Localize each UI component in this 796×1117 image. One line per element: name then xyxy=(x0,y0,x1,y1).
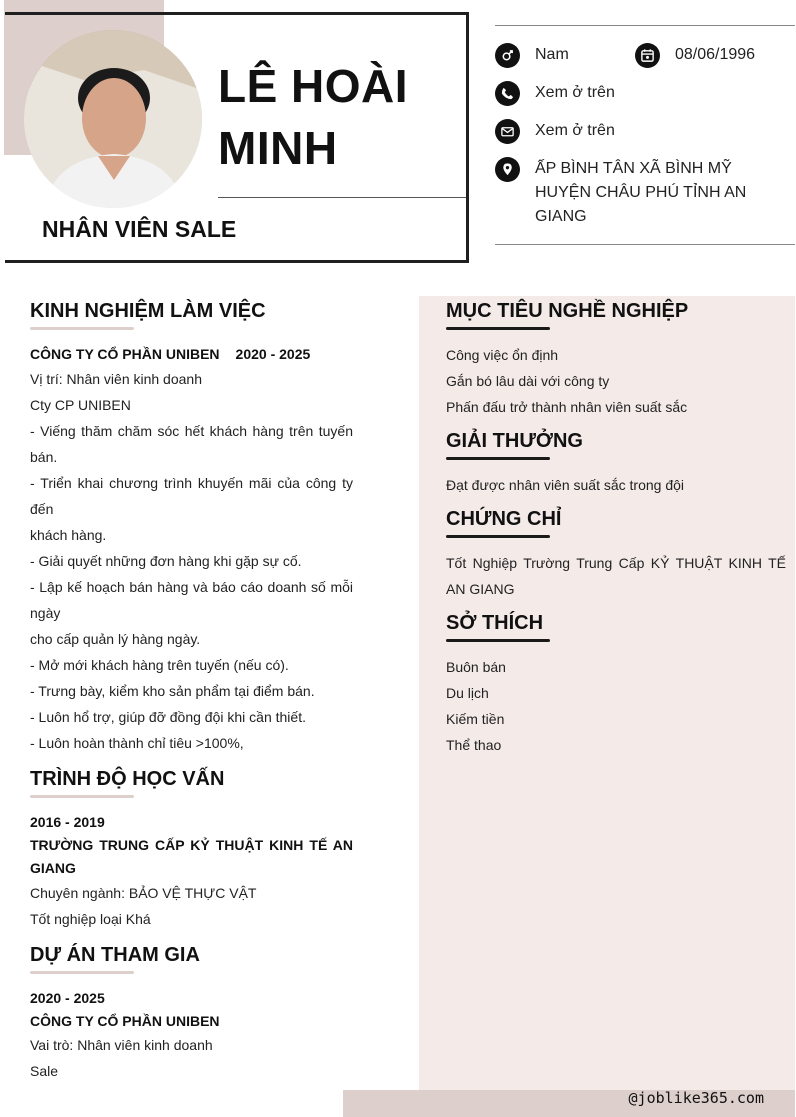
hobbies-lines xyxy=(446,654,786,758)
candidate-name xyxy=(218,55,458,179)
experience-line: Cty CP UNIBEN xyxy=(30,397,131,413)
objective-line: Phấn đấu trở thành nhân viên suất sắc xyxy=(446,399,688,415)
calendar-icon xyxy=(635,43,660,68)
projects-underline xyxy=(30,971,134,974)
hobbies-line: Buôn bán xyxy=(446,659,506,675)
objective-section xyxy=(446,298,786,420)
phone-value[interactable]: Xem ở trên xyxy=(535,84,615,101)
contact-phone xyxy=(495,81,615,106)
hobbies-line: Du lịch xyxy=(446,685,489,701)
contact-birthday xyxy=(635,43,755,68)
job-title: NHÂN VIÊN SALE xyxy=(42,216,237,242)
location-icon xyxy=(495,157,520,182)
experience-lines xyxy=(30,366,353,756)
projects-title: DỰ ÁN THAM GIA xyxy=(30,944,200,966)
gender-icon xyxy=(495,43,520,68)
experience-section xyxy=(30,298,353,756)
objective-lines xyxy=(446,342,786,420)
certificates-title: CHỨNG CHỈ xyxy=(446,508,562,530)
projects-section xyxy=(30,942,353,1084)
certificates-underline xyxy=(446,535,550,538)
birthday-value: 08/06/1996 xyxy=(675,46,756,63)
projects-period: 2020 - 2025 xyxy=(30,990,105,1006)
contact-email xyxy=(495,119,615,144)
objective-line: Công việc ổn định xyxy=(446,347,559,363)
objective-underline xyxy=(446,327,550,330)
experience-title: KINH NGHIỆM LÀM VIỆC xyxy=(30,300,266,322)
footer-site[interactable]: @joblike365.com xyxy=(628,1089,764,1107)
projects-role: Vai trò: Nhân viên kinh doanh xyxy=(30,1037,213,1053)
hobbies-section xyxy=(446,610,786,758)
education-grade: Tốt nghiệp loại Khá xyxy=(30,911,151,927)
right-column xyxy=(446,298,786,766)
awards-title: GIẢI THƯỞNG xyxy=(446,430,583,452)
experience-line: Vị trí: Nhân viên kinh doanh xyxy=(30,371,202,387)
awards-section xyxy=(446,428,786,498)
hobbies-title: SỞ THÍCH xyxy=(446,612,544,634)
experience-line: - Giải quyết những đơn hàng khi gặp sự cố. xyxy=(30,553,302,569)
awards-line: Đạt được nhân viên suất sắc trong đội xyxy=(446,477,685,493)
name-divider xyxy=(218,197,466,198)
experience-company-row xyxy=(30,342,353,366)
hobbies-line: Kiếm tiền xyxy=(446,711,505,727)
education-section xyxy=(30,766,353,932)
objective-line: Gắn bó lâu dài với công ty xyxy=(446,373,610,389)
experience-line: - Mở mới khách hàng trên tuyến (nếu có). xyxy=(30,657,289,673)
awards-underline xyxy=(446,457,550,460)
experience-line: - Viếng thăm chăm sóc hết khách hàng trên tuyến bán. xyxy=(30,423,353,465)
hobbies-line: Thể thao xyxy=(446,737,502,753)
certificates-section xyxy=(446,506,786,602)
certificates-line: Tốt Nghiệp Trường Trung Cấp KỶ THUẬT KINH TẾ AN GIANG xyxy=(446,555,786,597)
name-line-2: MINH xyxy=(218,122,338,174)
experience-line: cho cấp quản lý hàng ngày. xyxy=(30,631,201,647)
experience-underline xyxy=(30,327,134,330)
contact-address xyxy=(495,157,755,229)
experience-line: - Lập kế hoạch bán hàng và báo cáo doanh số mỗi ngày xyxy=(30,579,353,621)
education-school: TRƯỜNG TRUNG CẤP KỶ THUẬT KINH TẾ AN GIANG xyxy=(30,837,353,876)
education-title: TRÌNH ĐỘ HỌC VẤN xyxy=(30,768,225,790)
experience-company: CÔNG TY CỔ PHẦN UNIBEN xyxy=(30,346,220,362)
left-column xyxy=(30,298,353,1092)
projects-company: CÔNG TY CỔ PHẦN UNIBEN xyxy=(30,1013,220,1029)
contact-panel xyxy=(495,25,795,245)
awards-lines xyxy=(446,472,786,498)
experience-line: - Trưng bày, kiểm kho sản phẩm tại điểm bán. xyxy=(30,683,315,699)
experience-line: - Luôn hổ trợ, giúp đỡ đồng đội khi cần thiết. xyxy=(30,709,306,725)
projects-desc: Sale xyxy=(30,1063,59,1079)
experience-period: 2020 - 2025 xyxy=(235,346,311,362)
phone-icon xyxy=(495,81,520,106)
education-period: 2016 - 2019 xyxy=(30,814,105,830)
mail-icon xyxy=(495,119,520,144)
hobbies-underline xyxy=(446,639,550,642)
portrait-image xyxy=(24,30,202,208)
gender-value: Nam xyxy=(535,46,569,63)
experience-line: khách hàng. xyxy=(30,527,107,543)
avatar xyxy=(24,30,202,208)
education-major: Chuyên ngành: BẢO VỆ THỰC VẬT xyxy=(30,885,257,901)
experience-line: - Luôn hoàn thành chỉ tiêu >100%, xyxy=(30,735,244,751)
education-underline xyxy=(30,795,134,798)
contact-gender xyxy=(495,43,569,68)
objective-title: MỤC TIÊU NGHỀ NGHIỆP xyxy=(446,300,689,322)
address-value: ẤP BÌNH TÂN XÃ BÌNH MỸ HUYỆN CHÂU PHÚ TỈNH AN GIANG xyxy=(535,160,747,225)
certificates-lines xyxy=(446,550,786,602)
email-value[interactable]: Xem ở trên xyxy=(535,122,615,139)
name-line-1: LÊ HOÀI xyxy=(218,60,409,112)
experience-line: - Triển khai chương trình khuyến mãi của công ty đến xyxy=(30,475,353,517)
